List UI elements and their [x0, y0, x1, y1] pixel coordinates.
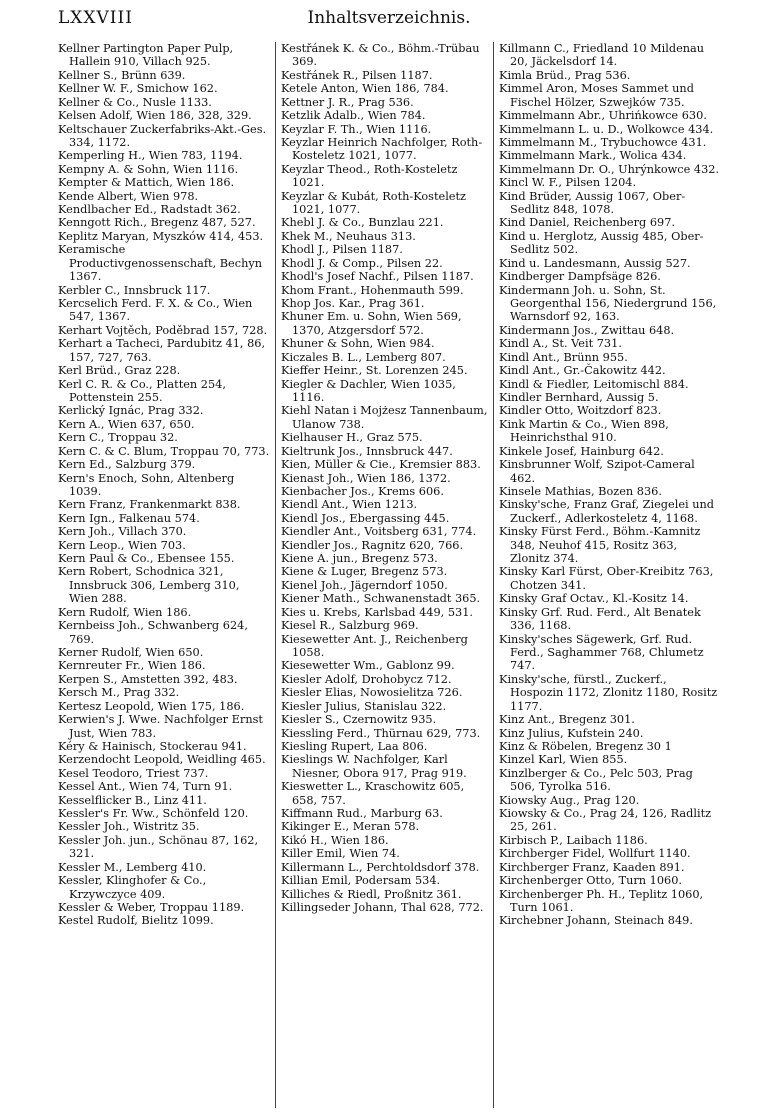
index-entry: Kindberger Dampfsäge 826. — [499, 270, 661, 284]
index-column-middle — [276, 42, 494, 1108]
index-entry: Kirbisch P., Laibach 1186. — [499, 833, 648, 847]
index-entry: Kindl Ant., Gr.-Čakowitz 442. — [499, 364, 666, 378]
index-entry: Keyzlar & Kubát, Roth-Kosteletz 1021, 1077. — [281, 189, 466, 217]
index-entry: Kirchenberger Ph. H., Teplitz 1060, Turn 1061. — [499, 887, 704, 914]
index-entry: Kern Franz, Frankenmarkt 838. — [58, 498, 241, 512]
index-entry: Kern Paul & Co., Ebensee 155. — [58, 552, 235, 566]
index-entry: Kempter & Mattich, Wien 186. — [58, 176, 235, 190]
index-entry: Kimmelmann L. u. D., Wolkowce 434. — [499, 122, 714, 136]
index-entry: Kinkele Josef, Hainburg 642. — [499, 444, 664, 458]
index-entry: Kind Daniel, Reichenberg 697. — [499, 216, 675, 230]
index-entry: Kerzendocht Leopold, Weidling 465. — [58, 753, 266, 767]
index-entry: Kiesler Julius, Stanislau 322. — [281, 699, 447, 713]
page-number: LXXVIII — [58, 8, 133, 28]
index-entry: Kessler Joh., Wistritz 35. — [58, 820, 200, 834]
page-header — [58, 8, 720, 36]
index-entry: Kimmel Aron, Moses Sammet und Fischel Hölzer, Szwejków 735. — [499, 82, 694, 109]
index-entry: Kendlbacher Ed., Radstadt 362. — [58, 203, 241, 217]
index-entry: Kern Ign., Falkenau 574. — [58, 511, 200, 525]
index-column-left — [58, 42, 276, 1108]
index-entry: Kind u. Landesmann, Aussig 527. — [499, 256, 691, 270]
index-entry: Kercselich Ferd. F. X. & Co., Wien 547, 1367. — [58, 297, 253, 324]
index-entry: Kinsky Karl Fürst, Ober-Kreibitz 763, Chotzen 341. — [499, 565, 714, 592]
index-entry: Kiendler Jos., Ragnitz 620, 766. — [281, 538, 464, 552]
index-entry: Kielhauser H., Graz 575. — [281, 431, 423, 445]
index-entry: Kinz Ant., Bregenz 301. — [499, 713, 635, 727]
index-entry: Kessler M., Lemberg 410. — [58, 860, 207, 874]
index-entry: Kimmelmann M., Trybuchowce 431. — [499, 135, 707, 149]
index-entry: Kersch M., Prag 332. — [58, 686, 180, 700]
index-entry: Kiowsky & Co., Prag 24, 126, Radlitz 25, 261. — [499, 807, 712, 834]
index-entry: Kindermann Joh. u. Sohn, St. Georgenthal 156, Niedergrund 156, Warnsdorf 92, 163. — [499, 283, 717, 324]
index-entry: Kerbler C., Innsbruck 117. — [58, 283, 211, 297]
index-entry: Kinsky Fürst Ferd., Böhm.-Kamnitz 348, Neuhof 415, Rositz 363, Zlonitz 374. — [499, 525, 701, 566]
index-entry: Kiesel R., Salzburg 969. — [281, 619, 419, 633]
index-entry: Kiegler & Dachler, Wien 1035, 1116. — [281, 377, 456, 404]
index-columns — [58, 42, 720, 1108]
index-entry: Kiendler Ant., Voitsberg 631, 774. — [281, 525, 477, 539]
index-entry: Kinzlberger & Co., Pelc 503, Prag 506, Tyrolka 516. — [499, 766, 693, 794]
index-entry: Kerl Brüd., Graz 228. — [58, 364, 181, 378]
index-entry: Kertesz Leopold, Wien 175, 186. — [58, 699, 245, 713]
index-entry: Kiffmann Rud., Marburg 63. — [281, 807, 443, 821]
index-entry: Kern Leop., Wien 703. — [58, 538, 186, 552]
index-entry: Kimmelmann Mark., Wolica 434. — [499, 149, 687, 163]
index-entry: Kindler Bernhard, Aussig 5. — [499, 390, 659, 404]
index-entry: Kestřánek K. & Co., Böhm.-Trübau 369. — [281, 42, 480, 69]
index-entry: Kern Ed., Salzburg 379. — [58, 458, 196, 472]
index-entry: Khebl J. & Co., Bunzlau 221. — [281, 216, 444, 230]
index-entry: Khodl's Josef Nachf., Pilsen 1187. — [281, 270, 474, 284]
index-entry: Kellner & Co., Nusle 1133. — [58, 95, 212, 109]
index-entry: Kinz & Röbelen, Bregenz 30 1 — [499, 739, 672, 753]
index-entry: Kiener Math., Schwanenstadt 365. — [281, 592, 481, 606]
index-entry: Kinsky'sche, Franz Graf, Ziegelei und Zuckerf., Adlerkosteletz 4, 1168. — [499, 498, 714, 525]
index-entry: Kern's Enoch, Sohn, Altenberg 1039. — [58, 471, 235, 498]
index-entry: Keyzlar Theod., Roth-Kosteletz 1021. — [281, 162, 458, 190]
index-entry: Kestřánek R., Pilsen 1187. — [281, 68, 433, 82]
index-entry: Kiesewetter Wm., Gablonz 99. — [281, 659, 455, 673]
index-entry: Killer Emil, Wien 74. — [281, 847, 400, 861]
index-entry: Kieltrunk Jos., Innsbruck 447. — [281, 444, 453, 458]
index-entry: Kernreuter Fr., Wien 186. — [58, 659, 206, 673]
index-entry: Kirchberger Franz, Kaaden 891. — [499, 860, 685, 874]
index-entry: Keltschauer Zuckerfabriks-Akt.-Ges. 334, 1172. — [58, 122, 267, 149]
index-entry: Kindler Otto, Woitzdorf 823. — [499, 404, 662, 418]
index-entry: Kerlický Ignác, Prag 332. — [58, 404, 204, 418]
index-entry: Kerhart a Tacheci, Pardubitz 41, 86, 157, 727, 763. — [58, 337, 266, 364]
index-entry: Kempny A. & Sohn, Wien 1116. — [58, 162, 239, 176]
index-entry: Kern Rudolf, Wien 186. — [58, 605, 192, 619]
index-entry: Kessel Ant., Wien 74, Turn 91. — [58, 780, 233, 794]
index-entry: Kelsen Adolf, Wien 186, 328, 329. — [58, 109, 252, 123]
index-entry: Kienbacher Jos., Krems 606. — [281, 484, 444, 498]
index-entry: Kende Albert, Wien 978. — [58, 189, 199, 203]
index-entry: Kessler & Weber, Troppau 1189. — [58, 901, 245, 914]
index-entry: Kindl & Fiedler, Leitomischl 884. — [499, 377, 689, 391]
index-entry: Kikinger E., Meran 578. — [281, 820, 420, 834]
index-entry: Kiesler S., Czernowitz 935. — [281, 713, 437, 727]
index-entry: Kiowsky Aug., Prag 120. — [499, 793, 640, 807]
index-entry: Kinsky Graf Octav., Kl.-Kositz 14. — [499, 592, 689, 606]
index-entry: Kiendl Ant., Wien 1213. — [281, 498, 418, 512]
index-entry: Kiene A. jun., Bregenz 573. — [281, 552, 438, 566]
index-entry: Kindl Ant., Brünn 955. — [499, 350, 628, 364]
index-entry: Kiessling Ferd., Thürnau 629, 773. — [281, 726, 481, 740]
index-entry: Kikó H., Wien 186. — [281, 833, 389, 847]
index-entry: Kestel Rudolf, Bielitz 1099. — [58, 914, 214, 928]
index-entry: Kesselflicker B., Linz 411. — [58, 793, 207, 807]
index-entry: Kienast Joh., Wien 186, 1372. — [281, 471, 451, 485]
index-entry: Kern A., Wien 637, 650. — [58, 417, 195, 431]
index-entry: Kerwien's J. Wwe. Nachfolger Ernst Just, Wien 783. — [58, 713, 263, 740]
index-entry: Kienel Joh., Jägerndorf 1050. — [281, 578, 448, 592]
index-entry: Kerhart Vojtěch, Poděbrad 157, 728. — [58, 323, 268, 337]
index-entry: Kinsbrunner Wolf, Szipot-Cameral 462. — [499, 458, 695, 485]
index-entry: Khuner Em. u. Sohn, Wien 569, 1370, Atzgersdorf 572. — [281, 310, 462, 337]
index-entry: Khodl J., Pilsen 1187. — [281, 243, 403, 257]
index-entry: Kessler Joh. jun., Schönau 87, 162, 321. — [58, 833, 259, 861]
index-entry: Kieswetter L., Kraschowitz 605, 658, 757. — [281, 780, 465, 807]
index-entry: Keyzlar Heinrich Nachfolger, Roth-Kosteletz 1021, 1077. — [281, 135, 483, 163]
index-entry: Kies u. Krebs, Karlsbad 449, 531. — [281, 605, 473, 619]
index-entry: Kinz Julius, Kufstein 240. — [499, 726, 644, 740]
index-entry: Kink Martin & Co., Wien 898, Heinrichsthal 910. — [499, 417, 669, 445]
index-column-right — [494, 42, 720, 1108]
index-entry: Kellner Partington Paper Pulp, Hallein 910, Villach 925. — [58, 42, 234, 69]
index-entry: Keramische Productivgenossenschaft, Bechyn 1367. — [58, 243, 263, 284]
index-entry: Kemperling H., Wien 783, 1194. — [58, 149, 243, 163]
index-entry: Kiene & Luger, Bregenz 573. — [281, 565, 448, 579]
index-entry: Kind Brüder, Aussig 1067, Ober-Sedlitz 848, 1078. — [499, 189, 686, 217]
index-entry: Kien, Müller & Cie., Kremsier 883. — [281, 458, 481, 472]
index-entry: Kinsky'sches Sägewerk, Grf. Rud. Ferd., Saghammer 768, Chlumetz 747. — [499, 632, 704, 673]
index-entry: Killermann L., Perchtoldsdorf 378. — [281, 860, 480, 874]
index-entry: Kiesler Adolf, Drohobycz 712. — [281, 672, 452, 686]
index-entry: Killiches & Riedl, Proßnitz 361. — [281, 887, 462, 901]
index-entry: Kern Joh., Villach 370. — [58, 525, 187, 539]
index-entry: Kenngott Rich., Bregenz 487, 527. — [58, 216, 256, 230]
index-entry: Kettner J. R., Prag 536. — [281, 95, 414, 109]
index-entry: Kern C., Troppau 32. — [58, 431, 178, 445]
index-entry: Kiesler Elias, Nowosielitza 726. — [281, 686, 463, 700]
index-entry: Kellner W. F., Smichow 162. — [58, 82, 218, 96]
index-entry: Kind u. Herglotz, Aussig 485, Ober-Sedlitz 502. — [499, 229, 704, 257]
index-entry: Kinsky Grf. Rud. Ferd., Alt Benatek 336, 1168. — [499, 605, 701, 633]
index-entry: Kerpen S., Amstetten 392, 483. — [58, 672, 238, 686]
index-entry: Kiesling Rupert, Laa 806. — [281, 739, 428, 753]
index-entry: Kirchberger Fidel, Wollfurt 1140. — [499, 847, 691, 861]
index-entry: Kiczales B. L., Lemberg 807. — [281, 350, 446, 364]
index-entry: Kinsky'sche, fürstl., Zuckerf., Hospozin 1172, Zlonitz 1180, Rositz 1177. — [499, 672, 718, 713]
index-entry: Ketzlik Adalb., Wien 784. — [281, 109, 426, 123]
index-entry: Keyzlar F. Th., Wien 1116. — [281, 122, 432, 136]
index-entry: Kesel Teodoro, Triest 737. — [58, 766, 209, 780]
index-entry: Kincl W. F., Pilsen 1204. — [499, 176, 637, 190]
index-entry: Khom Frant., Hohenmauth 599. — [281, 283, 464, 297]
index-entry: Ketele Anton, Wien 186, 784. — [281, 82, 449, 96]
index-entry: Khop Jos. Kar., Prag 361. — [281, 297, 425, 311]
index-entry: Keplitz Maryan, Myszków 414, 453. — [58, 229, 264, 243]
index-entry: Kirchebner Johann, Steinach 849. — [499, 914, 693, 928]
index-entry: Khek M., Neuhaus 313. — [281, 229, 416, 243]
index-entry: Kernbeiss Joh., Schwanberg 624, 769. — [58, 619, 248, 646]
index-entry: Kieslings W. Nachfolger, Karl Niesner, Obora 917, Prag 919. — [281, 753, 467, 780]
index-entry: Kellner S., Brünn 639. — [58, 68, 186, 82]
index-entry: Kimmelmann Abr., Uhrińkowce 630. — [499, 109, 707, 123]
index-entry: Kern Robert, Schodnica 321, Innsbruck 306, Lemberg 310, Wien 288. — [58, 565, 240, 606]
index-entry: Kirchenberger Otto, Turn 1060. — [499, 874, 682, 888]
index-entry: Khodl J. & Comp., Pilsen 22. — [281, 256, 443, 270]
index-entry: Kern C. & C. Blum, Troppau 70, 773. — [58, 444, 270, 458]
index-entry: Kerner Rudolf, Wien 650. — [58, 645, 204, 659]
index-entry: Kéry & Hainisch, Stockerau 941. — [58, 739, 247, 753]
index-entry: Kiendl Jos., Ebergassing 445. — [281, 511, 450, 525]
index-entry: Kieffer Heinr., St. Lorenzen 245. — [281, 364, 468, 378]
page-title: Inhaltsverzeichnis. — [307, 8, 471, 28]
index-entry: Kindermann Jos., Zwittau 648. — [499, 323, 675, 337]
index-entry: Kiehl Natan i Mojżesz Tannenbaum, Ulanow 738. — [281, 404, 488, 431]
index-entry: Kindl A., St. Veit 731. — [499, 337, 622, 351]
index-entry: Killingseder Johann, Thal 628, 772. — [281, 901, 484, 914]
index-entry: Kiesewetter Ant. J., Reichenberg 1058. — [281, 632, 468, 659]
index-entry: Kinzel Karl, Wien 855. — [499, 753, 628, 767]
index-entry: Kimla Brüd., Prag 536. — [499, 68, 631, 82]
index-entry: Kinsele Mathias, Bozen 836. — [499, 484, 662, 498]
index-entry: Kessler's Fr. Ww., Schönfeld 120. — [58, 807, 249, 821]
index-entry: Killian Emil, Podersam 534. — [281, 874, 441, 888]
index-entry: Kessler, Klinghofer & Co., Krzywczyce 409. — [58, 874, 207, 901]
index-entry: Kerl C. R. & Co., Platten 254, Pottenstein 255. — [58, 377, 226, 404]
index-entry: Killmann C., Friedland 10 Mildenau 20, Jäckelsdorf 14. — [499, 42, 705, 69]
index-entry: Kimmelmann Dr. O., Uhrýnkowce 432. — [499, 162, 720, 176]
index-entry: Khuner & Sohn, Wien 984. — [281, 337, 435, 351]
